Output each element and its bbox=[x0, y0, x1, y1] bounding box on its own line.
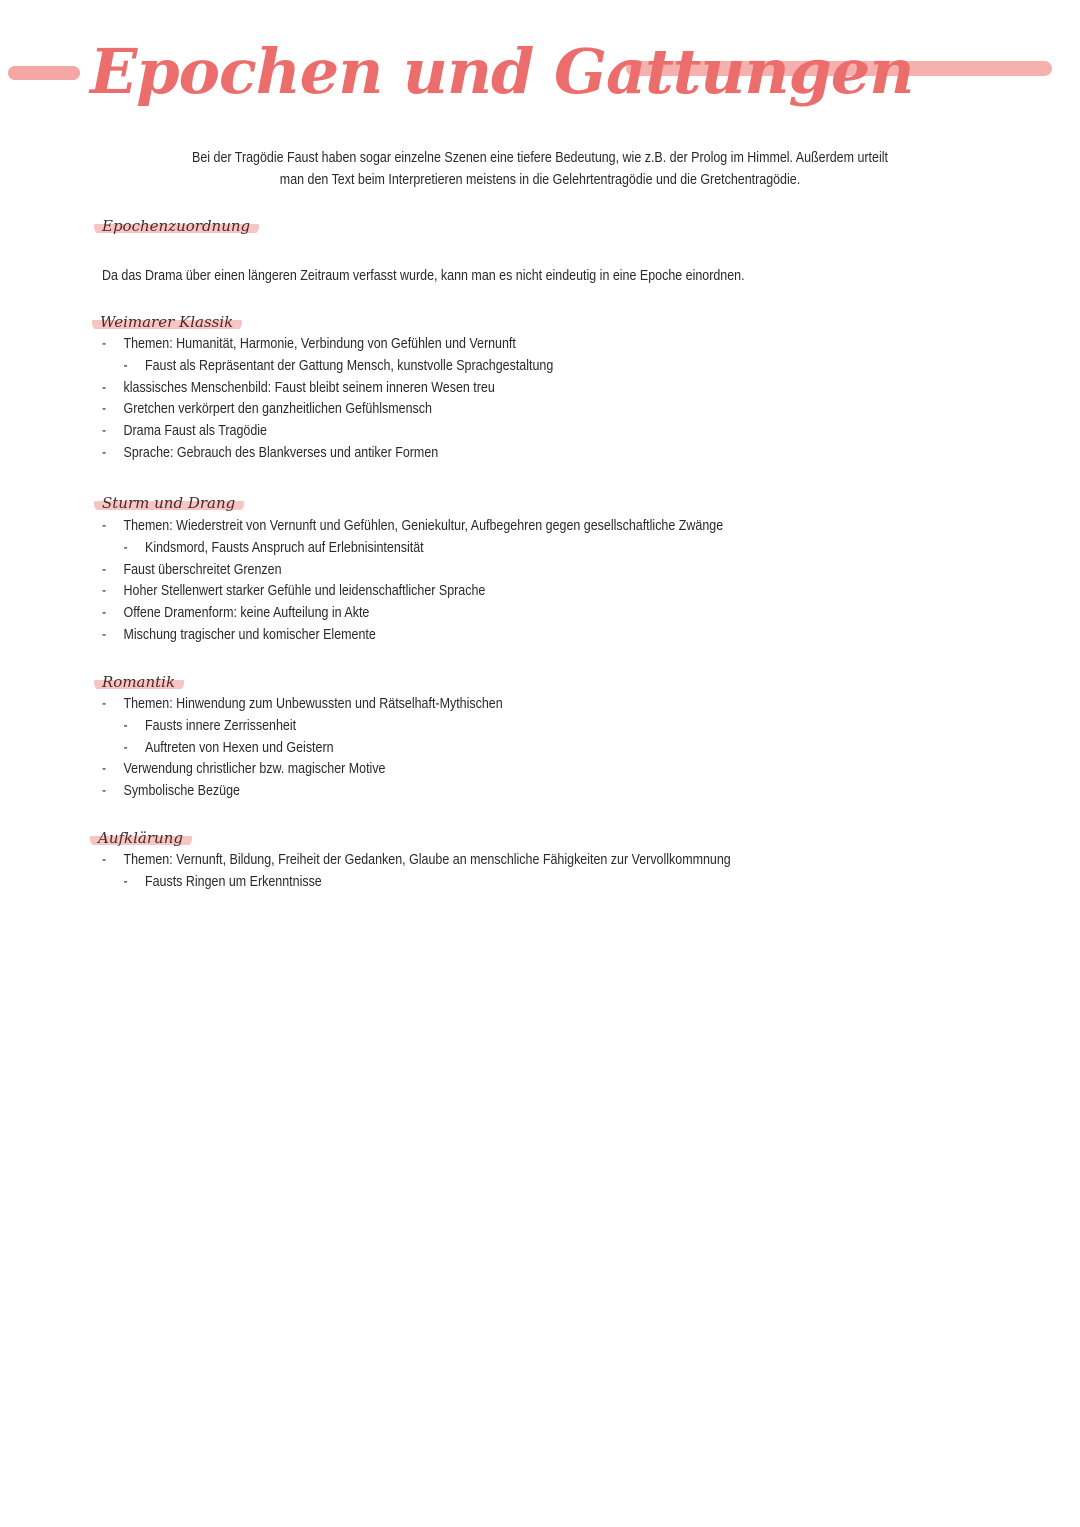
list-item-text: Symbolische Bezüge bbox=[123, 783, 240, 800]
list-item bbox=[102, 625, 723, 647]
heading-weimarer-klassik: Weimarer Klassik bbox=[92, 313, 242, 331]
list-item-text: Auftreten von Hexen und Geistern bbox=[145, 739, 334, 756]
decorative-bar-left bbox=[8, 66, 80, 80]
heading-epochenzuordnung: Epochenzuordnung bbox=[94, 217, 259, 235]
heading-sturm-und-drang: Sturm und Drang bbox=[94, 494, 244, 512]
dash-bullet: - bbox=[102, 696, 107, 712]
list-item bbox=[102, 356, 553, 378]
dash-bullet: - bbox=[102, 583, 107, 600]
dash-bullet: - bbox=[102, 852, 107, 868]
list-item bbox=[102, 581, 723, 603]
list-item-text: Drama Faust als Tragödie bbox=[123, 423, 267, 440]
dash-bullet: - bbox=[123, 357, 128, 374]
list-item-text: Themen: Wiederstreit von Vernunft und Gefühlen, Geniekultur, Aufbegehren gegen gesellschaftliche Zwänge bbox=[123, 518, 724, 534]
dash-bullet: - bbox=[102, 783, 107, 800]
heading-romantik: Romantik bbox=[94, 673, 184, 691]
list-weimarer-klassik bbox=[102, 334, 553, 465]
list-item bbox=[102, 716, 503, 738]
list-item bbox=[102, 738, 503, 760]
dash-bullet: - bbox=[102, 761, 107, 778]
page-title: Epochen und Gattungen bbox=[90, 35, 914, 108]
list-item bbox=[102, 334, 553, 356]
list-item-text: Themen: Vernunft, Bildung, Freiheit der Gedanken, Glaube an menschliche Fähigkeiten zur Vervollkommnung bbox=[123, 852, 731, 868]
list-item-text: Themen: Hinwendung zum Unbewussten und Rätselhaft-Mythischen bbox=[123, 696, 503, 712]
epochenzuordnung-paragraph: Da das Drama über einen längeren Zeitraum verfasst wurde, kann man es nicht eindeutig in eine Epoche einordnen. bbox=[102, 268, 745, 284]
dash-bullet: - bbox=[123, 739, 128, 756]
list-item-text: Verwendung christlicher bzw. magischer Motive bbox=[123, 761, 386, 778]
list-item-text: Offene Dramenform: keine Aufteilung in Akte bbox=[123, 605, 370, 622]
list-item-text: klassisches Menschenbild: Faust bleibt seinem inneren Wesen treu bbox=[123, 379, 495, 396]
list-item bbox=[102, 560, 723, 582]
list-item bbox=[102, 421, 553, 443]
dash-bullet: - bbox=[102, 379, 107, 396]
list-item bbox=[102, 603, 723, 625]
dash-bullet: - bbox=[102, 626, 107, 643]
heading-aufklaerung: Aufklärung bbox=[90, 829, 192, 847]
dash-bullet: - bbox=[102, 423, 107, 440]
dash-bullet: - bbox=[102, 518, 107, 534]
list-item bbox=[102, 759, 503, 781]
list-item-text: Sprache: Gebrauch des Blankverses und antiker Formen bbox=[123, 444, 439, 461]
dash-bullet: - bbox=[102, 444, 107, 461]
dash-bullet: - bbox=[102, 605, 107, 622]
list-item bbox=[102, 538, 723, 560]
list-item-text: Fausts Ringen um Erkenntnisse bbox=[145, 873, 322, 890]
list-item bbox=[102, 399, 553, 421]
list-item bbox=[102, 850, 731, 872]
list-sturm-und-drang bbox=[102, 516, 723, 647]
list-aufklaerung bbox=[102, 850, 731, 894]
list-item bbox=[102, 872, 731, 894]
list-item-text: Gretchen verkörpert den ganzheitlichen Gefühlsmensch bbox=[123, 401, 432, 418]
list-item-text: Faust als Repräsentant der Gattung Mensch, kunstvolle Sprachgestaltung bbox=[145, 357, 554, 374]
list-item bbox=[102, 694, 503, 716]
dash-bullet: - bbox=[123, 873, 128, 890]
list-item-text: Kindsmord, Fausts Anspruch auf Erlebnisintensität bbox=[145, 539, 424, 556]
dash-bullet: - bbox=[123, 539, 128, 556]
list-item-text: Themen: Humanität, Harmonie, Verbindung von Gefühlen und Vernunft bbox=[123, 336, 516, 352]
list-item bbox=[102, 378, 553, 400]
list-item bbox=[102, 516, 723, 538]
list-item-text: Fausts innere Zerrissenheit bbox=[145, 717, 297, 734]
list-item bbox=[102, 443, 553, 465]
list-item-text: Mischung tragischer und komischer Elemente bbox=[123, 626, 376, 643]
dash-bullet: - bbox=[102, 561, 107, 578]
intro-paragraph: Bei der Tragödie Faust haben sogar einzelne Szenen eine tiefere Bedeutung, wie z.B. der Prolog im Himmel. Außerdem urteilt man den Text beim Interpretieren meistens in die Gelehrtentragödie und die Gretchentragödie. bbox=[192, 150, 888, 188]
list-item-text: Hoher Stellenwert starker Gefühle und leidenschaftlicher Sprache bbox=[123, 583, 486, 600]
dash-bullet: - bbox=[102, 401, 107, 418]
list-romantik bbox=[102, 694, 503, 803]
dash-bullet: - bbox=[123, 717, 128, 734]
list-item bbox=[102, 781, 503, 803]
dash-bullet: - bbox=[102, 336, 107, 352]
list-item-text: Faust überschreitet Grenzen bbox=[123, 561, 282, 578]
